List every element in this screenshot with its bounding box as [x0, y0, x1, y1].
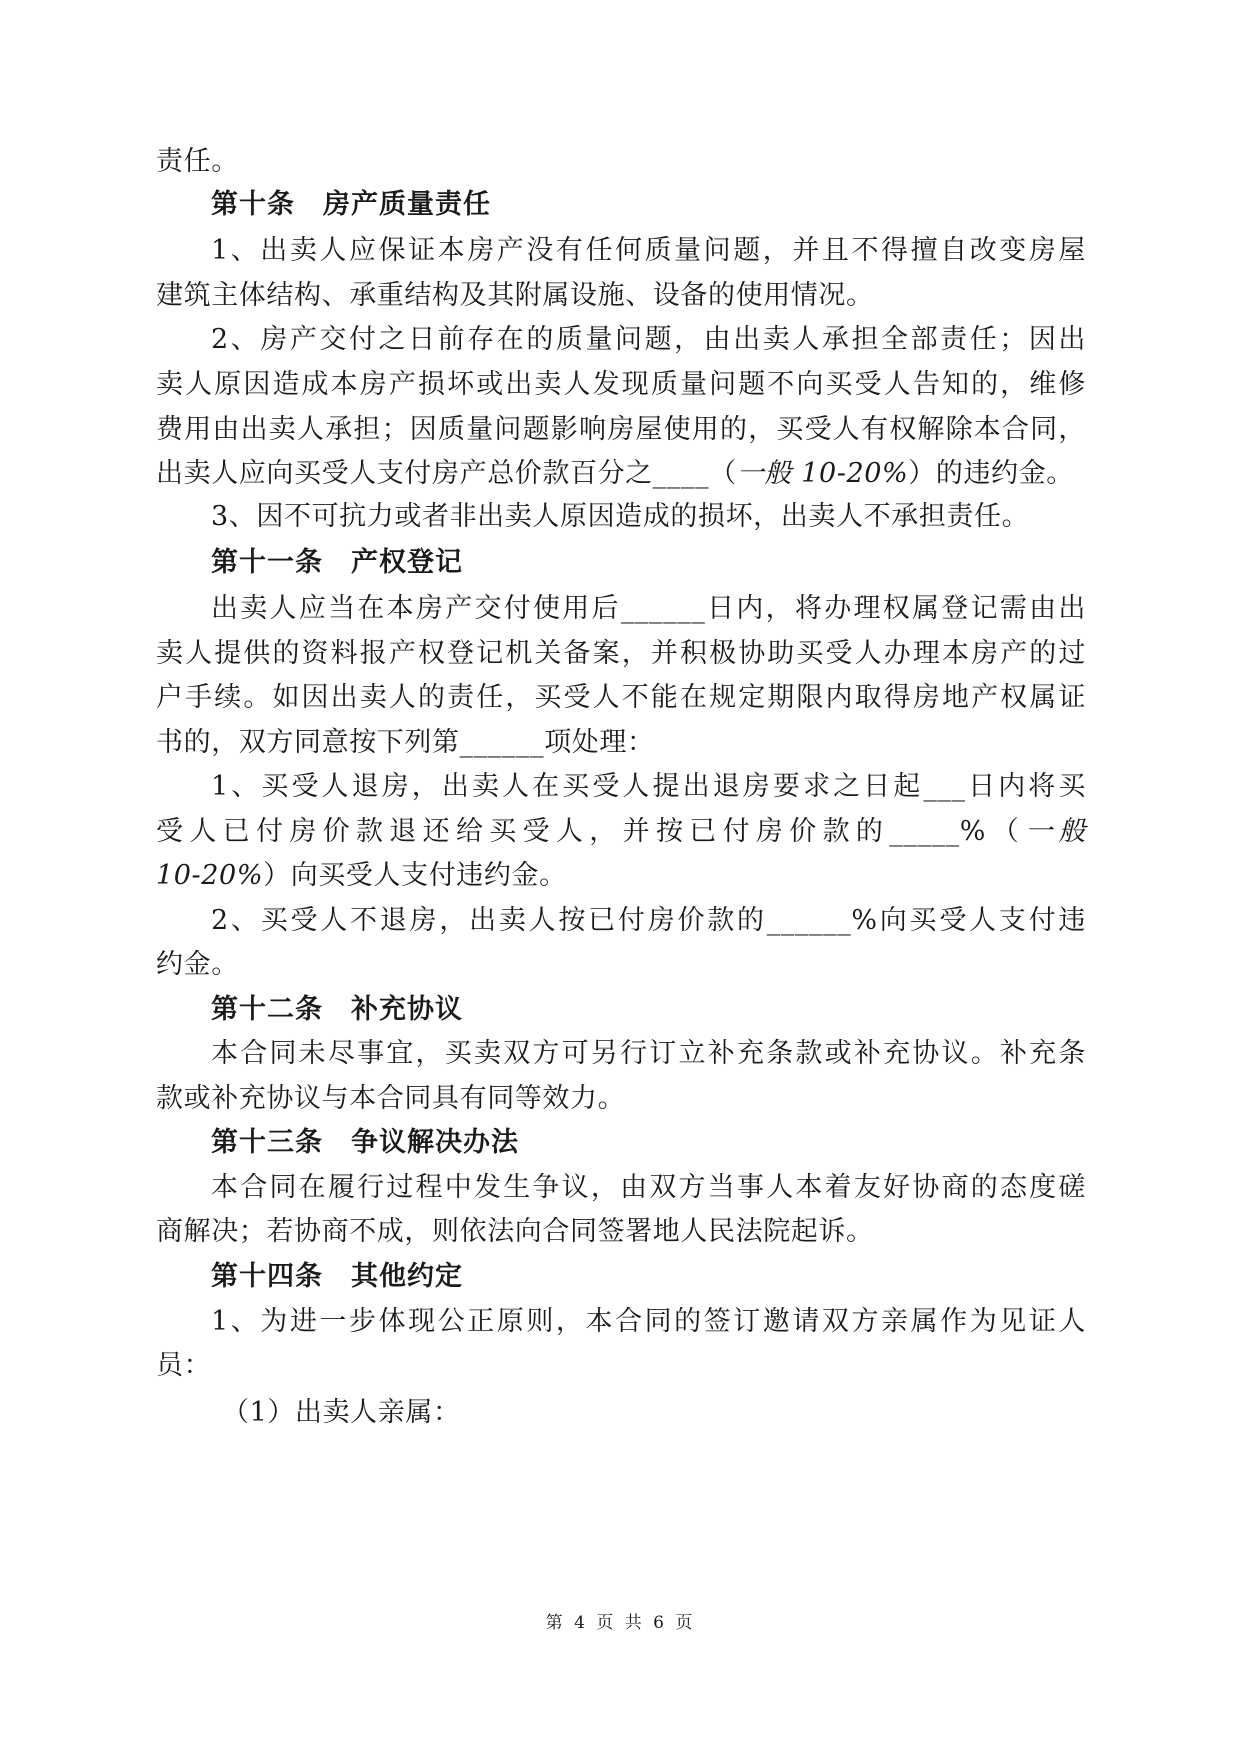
- paragraph-line: 3、因不可抗力或者非出卖人原因造成的损坏，出卖人不承担责任。: [211, 501, 1030, 532]
- paragraph-line: 约金。: [156, 949, 239, 980]
- paragraph-line: 卖人提供的资料报产权登记机关备案，并积极协助买受人办理本房产的过: [156, 638, 1086, 669]
- paragraph-line: 本合同未尽事宜，买卖双方可另行订立补充条款或补充协议。补充条: [211, 1038, 1086, 1069]
- article-number: 第十四条: [211, 1261, 323, 1292]
- paragraph-line: 书的，双方同意按下列第______项处理：: [156, 727, 655, 758]
- italic-note: 一般: [1025, 816, 1086, 847]
- paragraph-line: 建筑主体结构、承重结构及其附属设施、设备的使用情况。: [156, 280, 874, 311]
- paragraph-line: 卖人原因造成本房产损坏或出卖人发现质量问题不向买受人告知的，维修: [156, 369, 1086, 400]
- paragraph-line: 1、出卖人应保证本房产没有任何质量问题，并且不得擅自改变房屋: [211, 235, 1086, 266]
- article-title: 房产质量责任: [323, 189, 491, 220]
- paragraph-line: 商解决；若协商不成，则依法向合同签署地人民法院起诉。: [156, 1216, 874, 1247]
- paragraph-line: 2、买受人不退房，出卖人按已付房价款的______%向买受人支付违: [211, 905, 1086, 936]
- article-title: 产权登记: [351, 547, 463, 578]
- paragraph-line: 2、房产交付之日前存在的质量问题，由出卖人承担全部责任；因出: [211, 324, 1086, 355]
- paragraph-line: 户手续。如因出卖人的责任，买受人不能在规定期限内取得房地产权属证: [156, 682, 1086, 713]
- line-text: 出卖人应向买受人支付房产总价款百分之____（: [156, 458, 737, 489]
- article-number: 第十二条: [211, 994, 323, 1025]
- paragraph-line: （1）出卖人亲属：: [222, 1397, 461, 1428]
- article-11-heading: [211, 545, 1086, 581]
- line-text: ）向买受人支付违约金。: [263, 860, 567, 891]
- article-number: 第十条: [211, 189, 295, 220]
- paragraph-line: 费用由出卖人承担；因质量问题影响房屋使用的，买受人有权解除本合同，: [156, 414, 1086, 445]
- paragraph-line: 本合同在履行过程中发生争议，由双方当事人本着友好协商的态度磋: [211, 1172, 1086, 1203]
- paragraph-line: 款或补充协议与本合同具有同等效力。: [156, 1083, 626, 1114]
- line-text: ）的违约金。: [908, 458, 1074, 489]
- italic-note: 10-20%: [156, 860, 264, 891]
- paragraph-line: 出卖人应当在本房产交付使用后______日内，将办理权属登记需由出: [211, 593, 1086, 624]
- paragraph-line: 员：: [156, 1350, 212, 1381]
- italic-note: 一般 10-20%: [736, 458, 909, 489]
- paragraph-line: [156, 814, 1086, 850]
- paragraph-line: [156, 456, 1086, 492]
- article-14-heading: [211, 1259, 1086, 1295]
- page-footer: 第 4 页 共 6 页: [545, 1613, 696, 1633]
- line-text: 受人已付房价款退还给买受人，并按已付房价款的_____%（: [156, 816, 1026, 847]
- article-title: 补充协议: [351, 994, 463, 1025]
- article-number: 第十一条: [211, 547, 323, 578]
- article-number: 第十三条: [211, 1127, 323, 1158]
- paragraph-line: [156, 858, 1086, 894]
- paragraph-line: 1、买受人退房，出卖人在买受人提出退房要求之日起___日内将买: [211, 771, 1086, 802]
- article-title: 争议解决办法: [351, 1127, 519, 1158]
- article-13-heading: [211, 1125, 1086, 1161]
- article-title: 其他约定: [351, 1261, 463, 1292]
- article-12-heading: [211, 992, 1086, 1028]
- paragraph-line: 责任。: [156, 146, 239, 177]
- paragraph-line: 1、为进一步体现公正原则，本合同的签订邀请双方亲属作为见证人: [211, 1306, 1086, 1337]
- article-10-heading: [211, 187, 1086, 223]
